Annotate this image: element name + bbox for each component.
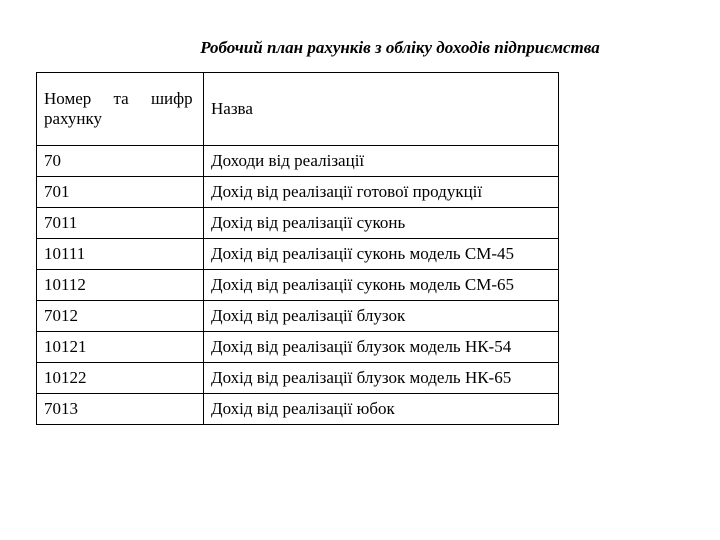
account-name: Дохід від реалізації суконь модель СМ-45 bbox=[204, 239, 559, 270]
account-code: 10112 bbox=[37, 270, 204, 301]
account-name: Дохід від реалізації суконь модель СМ-65 bbox=[204, 270, 559, 301]
column-header-code bbox=[37, 73, 204, 146]
account-code: 7011 bbox=[37, 208, 204, 239]
column-header-name: Назва bbox=[204, 73, 559, 146]
column-header-code-line2: рахунку bbox=[44, 109, 103, 128]
table-row bbox=[37, 208, 559, 239]
table-row bbox=[37, 301, 559, 332]
account-code: 701 bbox=[37, 177, 204, 208]
account-code: 7013 bbox=[37, 394, 204, 425]
account-name: Дохід від реалізації готової продукції bbox=[204, 177, 559, 208]
accounts-table bbox=[36, 72, 559, 425]
table-row bbox=[37, 270, 559, 301]
table-row bbox=[37, 332, 559, 363]
account-name: Дохід від реалізації блузок модель НК-54 bbox=[204, 332, 559, 363]
account-name: Дохід від реалізації суконь bbox=[204, 208, 559, 239]
table-row bbox=[37, 363, 559, 394]
table-row bbox=[37, 239, 559, 270]
account-code: 7012 bbox=[37, 301, 204, 332]
account-code: 10111 bbox=[37, 239, 204, 270]
document-title: Робочий план рахунків з обліку доходів підприємства bbox=[200, 38, 600, 57]
table-header-row bbox=[37, 73, 559, 146]
account-name: Доходи від реалізації bbox=[204, 146, 559, 177]
account-code: 10121 bbox=[37, 332, 204, 363]
account-code: 10122 bbox=[37, 363, 204, 394]
account-code: 70 bbox=[37, 146, 204, 177]
account-name: Дохід від реалізації юбок bbox=[204, 394, 559, 425]
table-row bbox=[37, 394, 559, 425]
column-header-code-line1: Номер та шифр bbox=[44, 89, 193, 108]
table-row bbox=[37, 177, 559, 208]
account-name: Дохід від реалізації блузок модель НК-65 bbox=[204, 363, 559, 394]
table-row bbox=[37, 146, 559, 177]
account-name: Дохід від реалізації блузок bbox=[204, 301, 559, 332]
